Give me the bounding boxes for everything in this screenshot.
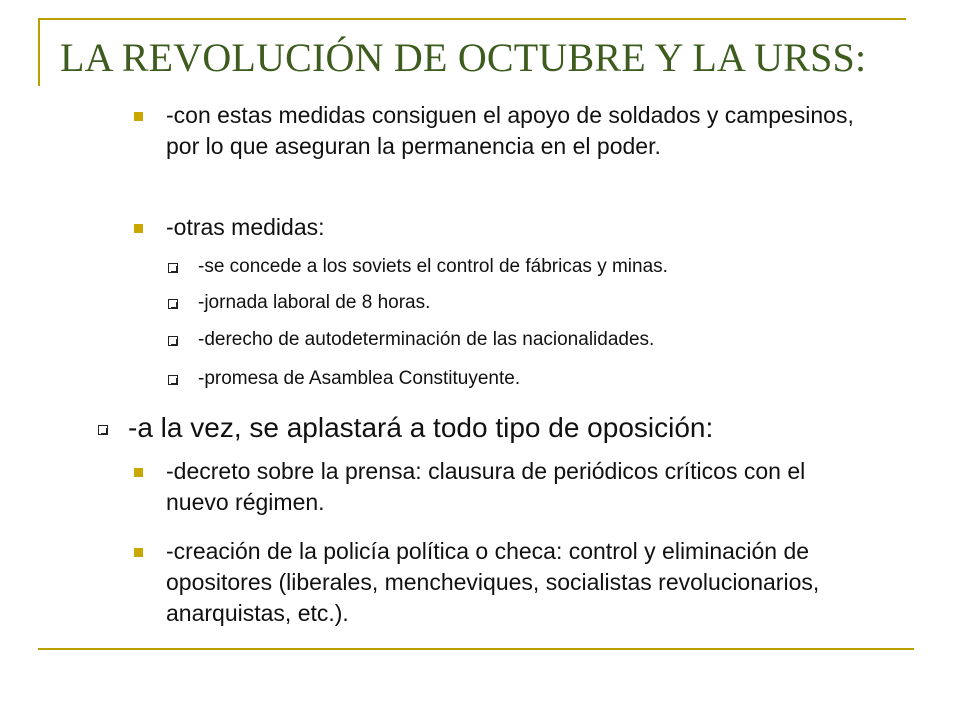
bullet-text: -decreto sobre la prensa: clausura de periódicos críticos con el nuevo régimen. [166, 458, 806, 515]
bullet-item [134, 536, 874, 629]
checkbox-bullet-icon [168, 336, 178, 346]
bullet-text: -otras medidas: [166, 214, 325, 240]
checkbox-bullet-icon [98, 425, 108, 435]
checkbox-bullet-icon [168, 263, 178, 273]
top-rule [38, 18, 906, 20]
sub-bullet-item [168, 290, 888, 316]
heading-bullet-item [98, 410, 888, 446]
bottom-rule [38, 648, 914, 650]
checkbox-bullet-icon [168, 299, 178, 309]
left-rule [38, 18, 40, 86]
square-bullet-icon [134, 112, 143, 121]
slide-title: LA REVOLUCIÓN DE OCTUBRE Y LA URSS: [60, 35, 867, 80]
sub-bullet-item [168, 254, 888, 280]
bullet-text: -promesa de Asamblea Constituyente. [198, 368, 521, 389]
sub-bullet-item [168, 366, 888, 392]
bullet-text: -se concede a los soviets el control de fábricas y minas. [198, 256, 668, 277]
sub-bullet-item [168, 327, 888, 353]
square-bullet-icon [134, 224, 143, 233]
checkbox-bullet-icon [168, 375, 178, 385]
square-bullet-icon [134, 468, 143, 477]
bullet-item [134, 456, 874, 518]
square-bullet-icon [134, 548, 143, 557]
bullet-text: -jornada laboral de 8 horas. [198, 292, 431, 313]
bullet-item [134, 212, 874, 243]
bullet-text: -a la vez, se aplastará a todo tipo de oposición: [128, 412, 714, 443]
bullet-text: -creación de la policía política o checa: control y eliminación de opositores (liberales, mencheviques, socialistas revolucionarios, anarquistas, etc.). [166, 538, 820, 626]
bullet-item [134, 100, 874, 162]
bullet-text: -derecho de autodeterminación de las nacionalidades. [198, 329, 655, 350]
bullet-text: -con estas medidas consiguen el apoyo de soldados y campesinos, por lo que aseguran la permanencia en el poder. [166, 102, 854, 159]
